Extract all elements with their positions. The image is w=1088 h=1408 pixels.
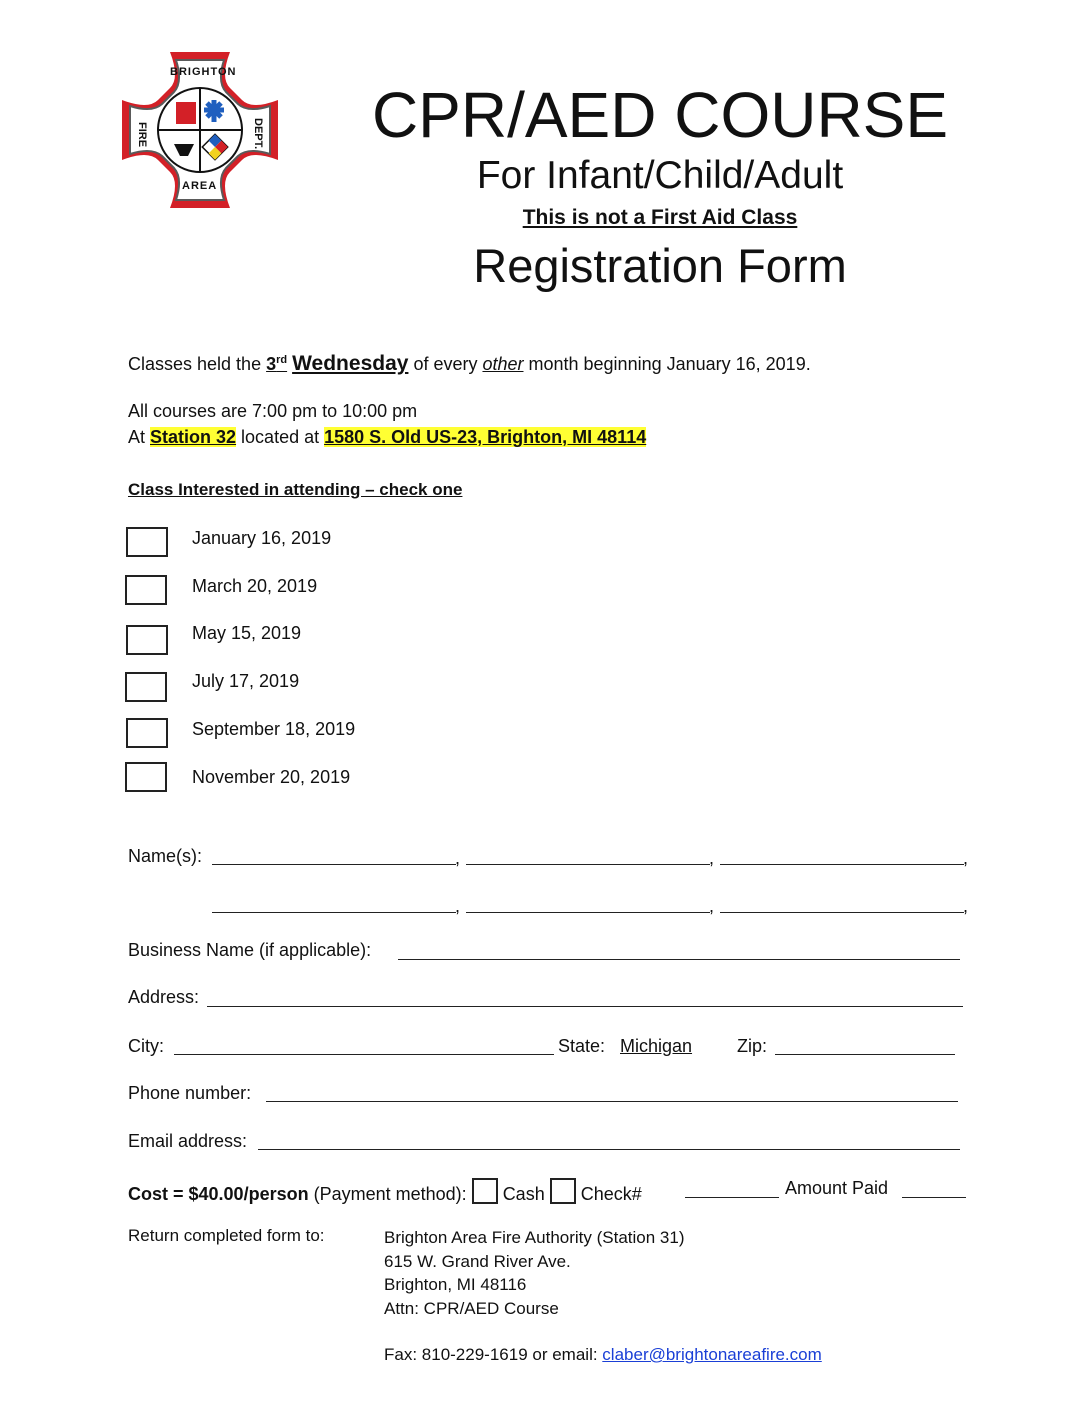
- name-field-1[interactable]: [212, 864, 456, 865]
- logo-text-left: FIRE: [136, 122, 148, 148]
- contact-email-link[interactable]: claber@brightonareafire.com: [602, 1345, 822, 1364]
- names-label: Name(s):: [128, 846, 203, 866]
- schedule-text-a: Classes held the: [128, 354, 267, 374]
- class-checkbox-2[interactable]: [125, 575, 167, 605]
- not-first-aid-note: This is not a First Aid Class: [522, 206, 798, 229]
- check-checkbox[interactable]: [550, 1178, 576, 1204]
- amount-paid-field[interactable]: [902, 1197, 966, 1198]
- business-label: Business Name (if applicable):: [128, 940, 372, 960]
- address-field[interactable]: [207, 1006, 963, 1007]
- return-address: [384, 1226, 685, 1320]
- return-address-line-3: Brighton, MI 48116: [384, 1275, 527, 1294]
- name-field-4[interactable]: [212, 912, 456, 913]
- class-date-2: March 20, 2019: [192, 576, 318, 596]
- class-checkbox-4[interactable]: [125, 672, 167, 702]
- page-subtitle: For Infant/Child/Adult: [476, 154, 844, 197]
- state-label: State:: [558, 1036, 606, 1056]
- ordinal: [266, 354, 287, 374]
- schedule-text-c: month beginning January 16, 2019.: [523, 354, 811, 374]
- weekday: Wednesday: [292, 352, 409, 375]
- logo-text-top: BRIGHTON: [170, 66, 237, 78]
- schedule-line: [128, 352, 811, 376]
- class-heading: Class Interested in attending – check one: [128, 480, 463, 499]
- name-field-6[interactable]: [720, 912, 964, 913]
- class-checkbox-5[interactable]: [126, 718, 168, 748]
- return-address-line-2: 615 W. Grand River Ave.: [384, 1251, 571, 1271]
- city-field[interactable]: [174, 1054, 554, 1055]
- name-field-2[interactable]: [466, 864, 710, 865]
- email-field[interactable]: [258, 1149, 960, 1150]
- check-label: Check#: [580, 1184, 642, 1204]
- other-emphasis: other: [482, 354, 524, 374]
- cash-checkbox[interactable]: [472, 1178, 498, 1204]
- location-text-a: At: [128, 427, 151, 447]
- location-line: [128, 427, 646, 448]
- class-date-1: January 16, 2019: [192, 528, 332, 548]
- schedule-text-b: of every: [408, 354, 483, 374]
- location-text-b: located at: [236, 427, 325, 447]
- zip-label: Zip:: [737, 1036, 768, 1056]
- class-date-5: September 18, 2019: [192, 719, 356, 739]
- form-title: Registration Form: [473, 239, 847, 292]
- name-field-5[interactable]: [466, 912, 710, 913]
- business-field[interactable]: [398, 959, 960, 960]
- city-label: City:: [128, 1036, 164, 1056]
- class-checkbox-6[interactable]: [125, 762, 167, 792]
- name-field-3[interactable]: [720, 864, 964, 865]
- email-label: Email address:: [128, 1131, 248, 1151]
- logo-text-right: DEPT.: [252, 118, 264, 150]
- station-name: Station 32: [150, 427, 237, 447]
- course-hours: All courses are 7:00 pm to 10:00 pm: [128, 401, 418, 421]
- class-date-6: November 20, 2019: [192, 767, 351, 787]
- class-date-4: July 17, 2019: [192, 671, 300, 691]
- zip-field[interactable]: [775, 1054, 955, 1055]
- cash-label: Cash: [502, 1184, 545, 1204]
- page-title: CPR/AED COURSE: [371, 79, 949, 151]
- station-address: 1580 S. Old US-23, Brighton, MI 48114: [324, 427, 647, 447]
- phone-label: Phone number:: [128, 1083, 252, 1103]
- ordinal-suffix: rd: [276, 354, 288, 366]
- amount-label: Amount Paid: [785, 1178, 889, 1198]
- check-number-field[interactable]: [685, 1197, 779, 1198]
- phone-field[interactable]: [266, 1101, 958, 1102]
- logo-text-bottom: AREA: [182, 180, 218, 192]
- return-address-line-1: Brighton Area Fire Authority (Station 31): [384, 1228, 685, 1247]
- return-label: Return completed form to:: [128, 1226, 325, 1245]
- cost-label: Cost = $40.00/person: [128, 1184, 309, 1204]
- class-checkbox-1[interactable]: [126, 527, 168, 557]
- payment-label: (Payment method):: [308, 1184, 472, 1204]
- fax-email-line: [384, 1345, 822, 1365]
- fax-text: Fax: 810-229-1619 or email:: [384, 1345, 598, 1364]
- cost-line: [128, 1178, 642, 1205]
- address-label: Address:: [128, 987, 200, 1007]
- class-checkbox-3[interactable]: [126, 625, 168, 655]
- ordinal-number: 3: [266, 354, 277, 374]
- state-value: Michigan: [620, 1036, 693, 1056]
- return-address-line-4: Attn: CPR/AED Course: [384, 1298, 559, 1318]
- class-date-3: May 15, 2019: [192, 623, 302, 643]
